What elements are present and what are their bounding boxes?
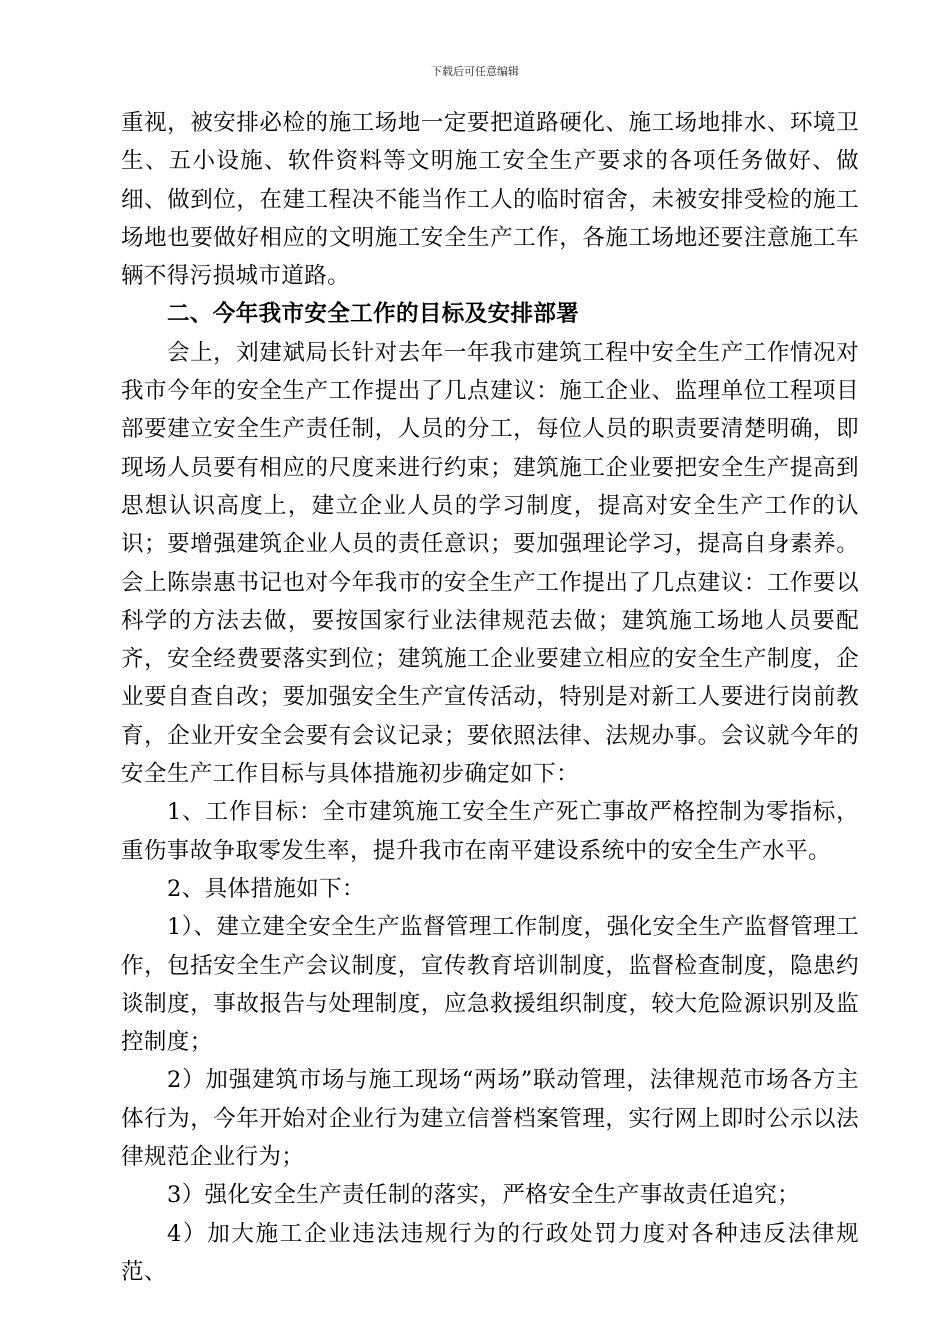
document-body [121,104,859,1291]
paragraph-measure-4: 4）加大施工企业违法违规行为的行政处罚力度对各种违反法律规范、 [121,1220,859,1285]
section-heading: 二、今年我市安全工作的目标及安排部署 [167,301,580,328]
paragraph-measures-intro: 2、具体措施如下： [167,875,365,902]
paragraph-measure-2: 2）加强建筑市场与施工现场“两场”联动管理，法律规范市场各方主体行为，今年开始对企业行为建立信誉档案管理，实行网上即时公示以法律规范企业行为； [121,1067,859,1171]
paragraph-continuation: 重视，被安排必检的施工场地一定要把道路硬化、施工场地排水、环境卫生、五小设施、软件资料等文明施工安全生产要求的各项任务做好、做细、做到位，在建工程决不能当作工人的临时宿舍，未被安排受检的施工场地也要做好相应的文明施工安全生产工作，各施工场地还要注意施工车辆不得污损城市道路。 [121,110,859,290]
paragraph-work-goal: 1、工作目标：全市建筑施工安全生产死亡事故严格控制为零指标，重伤事故争取零发生率，提升我市在南平建设系统中的安全生产水平。 [121,799,859,864]
paragraph-measure-3: 3）强化安全生产责任制的落实，严格安全生产事故责任追究； [167,1182,801,1209]
paragraph-meeting-suggestions: 会上，刘建斌局长针对去年一年我市建筑工程中安全生产工作情况对我市今年的安全生产工作提出了几点建议：施工企业、监理单位工程项目部要建立安全生产责任制，人员的分工，每位人员的职责要清楚明确，即现场人员要有相应的尺度来进行约束；建筑施工企业要把安全生产提高到思想认识高度上，建立企业人员的学习制度，提高对安全生产工作的认识；要增强建筑企业人员的责任意识；要加强理论学习，提高自身素养。会上陈崇惠书记也对今年我市的安全生产工作提出了几点建议：工作要以科学的方法去做，要按国家行业法律规范去做；建筑施工场地人员要配齐，安全经费要落实到位；建筑施工企业要建立相应的安全生产制度，企业要自查自改；要加强安全生产宣传活动，特别是对新工人要进行岗前教育，企业开安全会要有会议记录；要依照法律、法规办事。会议就今年的安全生产工作目标与具体措施初步确定如下： [121,339,859,788]
page-header-watermark: 下载后可任意编辑 [431,65,519,78]
paragraph-measure-1: 1）、建立建全安全生产监督管理工作制度，强化安全生产监督管理工作，包括安全生产会议制度，宣传教育培训制度，监督检查制度，隐患约谈制度，事故报告与处理制度，应急救援组织制度，较大危险源识别及监控制度； [121,914,859,1056]
